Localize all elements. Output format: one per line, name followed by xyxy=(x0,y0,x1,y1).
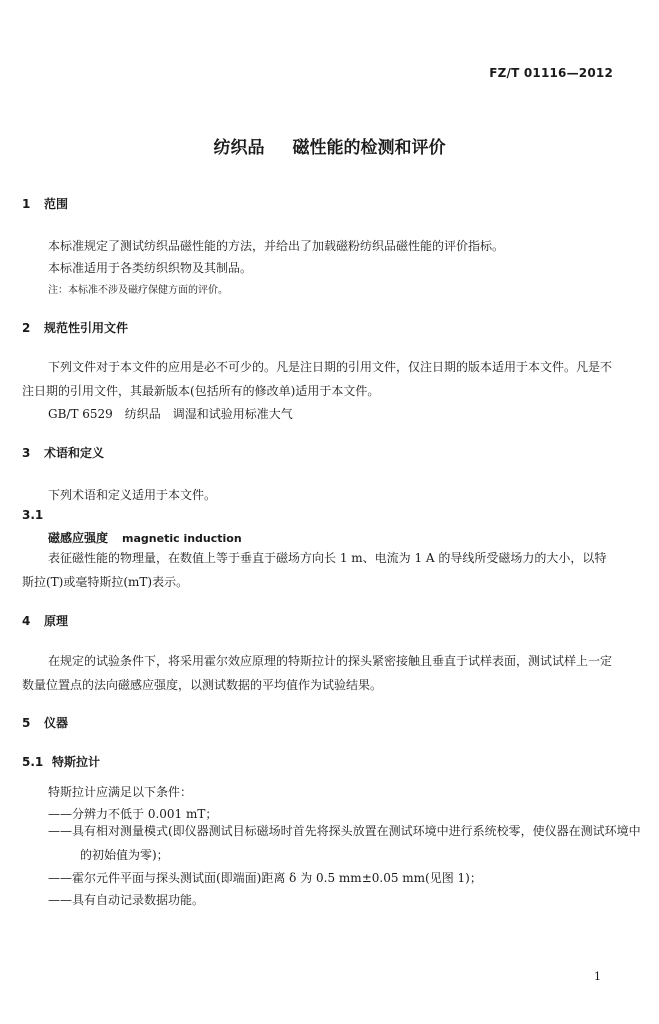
section-5-1-intro: 特斯拉计应满足以下条件： xyxy=(48,785,193,799)
requirement-item-4: ——具有自动记录数据功能。 xyxy=(48,893,205,907)
requirement-item-2: ——具有相对测量模式(即仪器测试目标磁场时首先将探头放置在测试环境中进行系统校零，使仪器在测试环境中的初始值为零)； xyxy=(48,824,641,862)
subsection-5-1-heading: 5.1 特斯拉计 xyxy=(22,755,101,769)
section-1-heading: 1 范围 xyxy=(22,197,69,211)
section-4-heading: 4 原理 xyxy=(22,614,69,628)
term-definition: 表征磁性能的物理量，在数值上等于垂直于磁场方向长 1 m、电流为 1 A 的导线所受磁场力的大小，以特斯拉(T)或毫特斯拉(mT)表示。 xyxy=(22,551,607,589)
document-title xyxy=(0,133,659,158)
document-code: FZ/T 01116—2012 xyxy=(489,66,613,80)
section-3-heading: 3 术语和定义 xyxy=(22,446,105,460)
section-1-paragraph-2: 本标准适用于各类纺织织物及其制品。 xyxy=(48,261,253,275)
term-chinese: 磁感应强度 xyxy=(48,531,109,545)
section-1-paragraph-1: 本标准规定了测试纺织品磁性能的方法，并给出了加载磁粉纺织品磁性能的评价指标。 xyxy=(48,239,505,253)
term-entry xyxy=(48,529,242,546)
requirement-item-3: ——霍尔元件平面与探头测试面(即端面)距离 δ 为 0.5 mm±0.05 mm(见图 1)； xyxy=(48,871,482,885)
term-english: magnetic induction xyxy=(122,532,242,545)
section-1-note: 注：本标准不涉及磁疗保健方面的评价。 xyxy=(48,285,228,296)
normative-reference: GB/T 6529 纺织品 调湿和试验用标准大气 xyxy=(48,407,293,421)
requirement-item-1: ——分辨力不低于 0.001 mT； xyxy=(48,807,218,821)
section-2-paragraph: 下列文件对于本文件的应用是必不可少的。凡是注日期的引用文件，仅注日期的版本适用于本文件。凡是不注日期的引用文件，其最新版本(包括所有的修改单)适用于本文件。 xyxy=(22,360,613,398)
title-part2: 磁性能的检测和评价 xyxy=(292,138,446,158)
section-4-paragraph: 在规定的试验条件下，将采用霍尔效应原理的特斯拉计的探头紧密接触且垂直于试样表面，测试试样上一定数量位置点的法向磁感应强度，以测试数据的平均值作为试验结果。 xyxy=(22,654,613,692)
page-number: 1 xyxy=(594,970,601,983)
section-5-heading: 5 仪器 xyxy=(22,716,69,730)
section-3-paragraph: 下列术语和定义适用于本文件。 xyxy=(48,488,217,502)
section-2-heading: 2 规范性引用文件 xyxy=(22,321,129,335)
title-part1: 纺织品 xyxy=(213,138,265,158)
subsection-3-1-number: 3.1 xyxy=(22,508,44,522)
